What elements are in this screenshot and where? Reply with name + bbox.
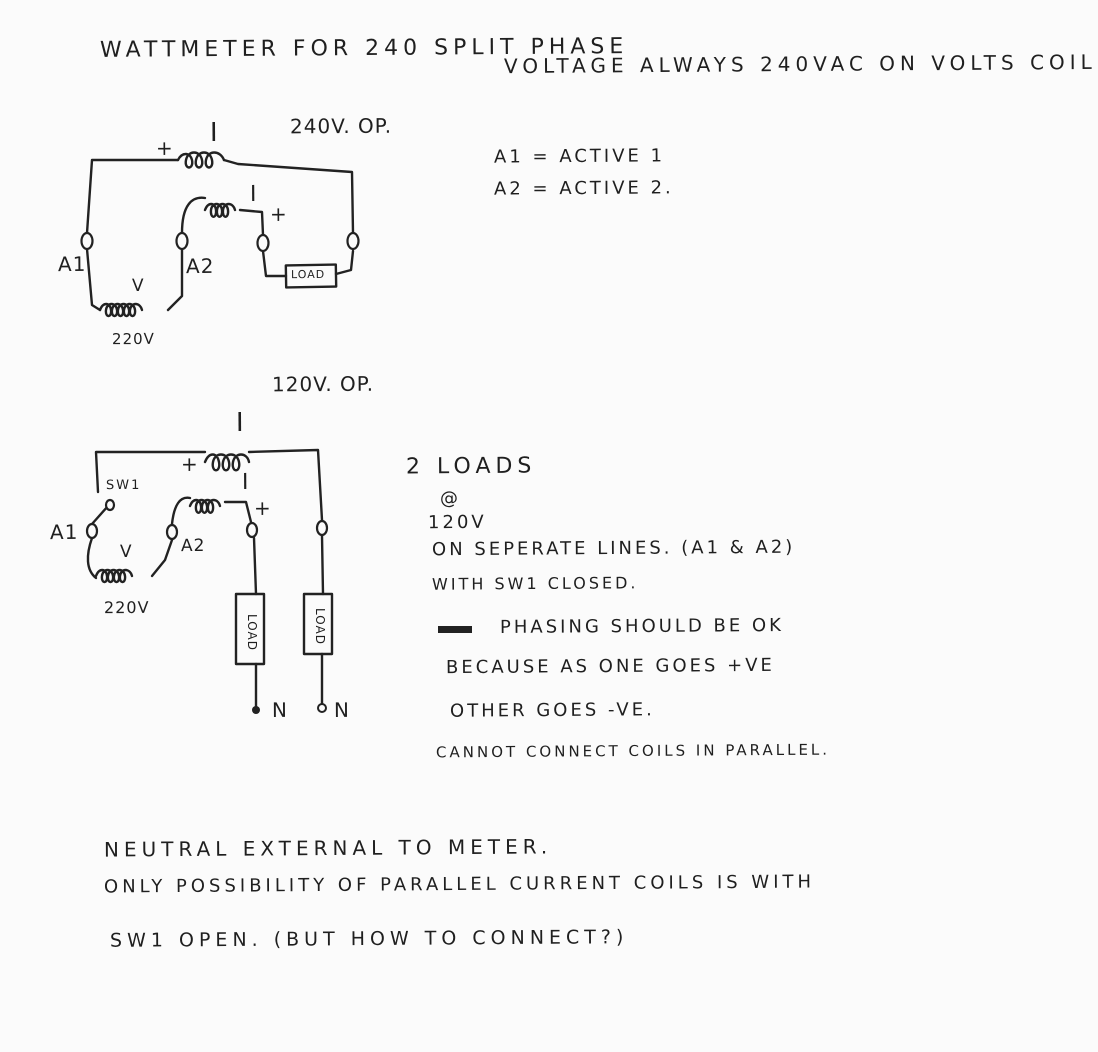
wire-120-load2-top <box>322 536 323 594</box>
current-coil-240-inner <box>205 204 235 217</box>
footer-line2: ONLY POSSIBILITY OF PARALLEL CURRENT COILS IS WITH <box>103 871 816 898</box>
terminal-240-a1 <box>82 233 93 249</box>
circuit-240-current-symbol-inner: I <box>249 181 257 208</box>
footer-line1: NEUTRAL EXTERNAL TO METER. <box>103 834 553 862</box>
circuit-120-plus-top: + <box>180 451 199 477</box>
current-coil-240-top <box>178 153 224 168</box>
circuit-240-current-symbol-top: I <box>209 117 218 149</box>
wire-240-volt-to-a2 <box>168 249 182 310</box>
circuit-120-terminal-a1: A1 <box>49 519 79 545</box>
page-subtitle: VOLTAGE ALWAYS 240VAC ON VOLTS COIL <box>503 49 1097 79</box>
note-120-line4: ON SEPERATE LINES. (A1 & A2) <box>431 536 796 561</box>
wire-240-a2-up <box>182 198 205 233</box>
note-120-line6: PHASING SHOULD BE OK <box>499 615 784 638</box>
wire-240-load-right <box>336 251 353 274</box>
wire-240-left <box>87 160 178 233</box>
note-120-line3: 120V <box>427 511 487 534</box>
circuit-120-switch-label: SW1 <box>105 477 142 494</box>
wire-120-a2-up <box>172 498 190 524</box>
note-120-line8: OTHER GOES -VE. <box>449 699 655 722</box>
note-120-line7: BECAUSE AS ONE GOES +VE <box>445 654 775 679</box>
scribble-mark <box>438 626 472 633</box>
wire-120-a1-down <box>88 538 96 578</box>
wire-240-inner-down <box>240 210 263 235</box>
volt-coil-120 <box>96 570 132 582</box>
circuit-120-volt-value: 220V <box>103 597 150 618</box>
circuit-240-plus-inner: + <box>269 201 288 227</box>
load1-120-label: LOAD <box>245 614 259 651</box>
circuit-120-plus-inner: + <box>253 495 272 521</box>
circuit-240-plus-top: + <box>155 135 174 161</box>
current-coil-120-top <box>205 455 249 471</box>
circuit-240-volt-value: 220V <box>111 329 155 349</box>
wire-120-load1-top <box>254 538 256 594</box>
terminal-120-out2 <box>317 521 327 535</box>
switch-120-sw1 <box>92 506 108 524</box>
circuit-120-heading: 120V. OP. <box>271 371 375 397</box>
terminal-120-a2 <box>167 525 177 539</box>
terminal-120-a1 <box>87 524 97 538</box>
wire-240-top-right <box>224 160 353 233</box>
wire-120-volt-to-a2 <box>152 540 172 576</box>
neutral-120-dot1 <box>252 706 260 714</box>
load-240-label: LOAD <box>290 267 326 282</box>
wire-120-inner-down <box>225 502 251 522</box>
terminal-120-out1 <box>247 523 257 537</box>
note-120-line5: WITH SW1 CLOSED. <box>431 573 639 594</box>
wire-240-load-left <box>263 251 286 276</box>
switch-120-contact <box>106 500 114 510</box>
legend-a1: A1 = ACTIVE 1 <box>493 145 666 168</box>
circuit-120-current-symbol-inner: I <box>241 469 249 496</box>
note-120-line9: CANNOT CONNECT COILS IN PARALLEL. <box>435 740 831 762</box>
circuit-240-heading: 240V. OP. <box>289 113 393 139</box>
circuit-240-wiring <box>82 153 359 317</box>
note-120-line2: @ <box>439 487 462 510</box>
circuit-120-terminal-a2: A2 <box>180 535 206 557</box>
terminal-240-out2 <box>348 233 359 249</box>
circuit-240-terminal-a2: A2 <box>185 253 215 279</box>
circuit-240-terminal-a1: A1 <box>57 251 87 277</box>
circuit-120-neutral2: N <box>333 697 351 723</box>
footer-line3: SW1 OPEN. (BUT HOW TO CONNECT?) <box>109 926 629 952</box>
terminal-240-out1 <box>258 235 269 251</box>
legend-a2: A2 = ACTIVE 2. <box>493 177 674 200</box>
terminal-240-a2 <box>177 233 188 249</box>
wire-240-a1-down <box>87 249 100 310</box>
note-120-line1: 2 LOADS <box>405 453 537 480</box>
page-title: WATTMETER FOR 240 SPLIT PHASE <box>99 34 629 63</box>
circuit-120-volt-symbol: V <box>119 541 133 563</box>
neutral-120-dot2 <box>318 704 326 712</box>
load2-120-label: LOAD <box>313 608 327 645</box>
circuit-120-current-symbol-top: I <box>235 407 244 439</box>
current-coil-120-inner <box>190 500 220 513</box>
circuit-120-neutral1: N <box>271 697 289 723</box>
circuit-240-volt-symbol: V <box>131 275 145 297</box>
volt-coil-240 <box>100 304 142 316</box>
